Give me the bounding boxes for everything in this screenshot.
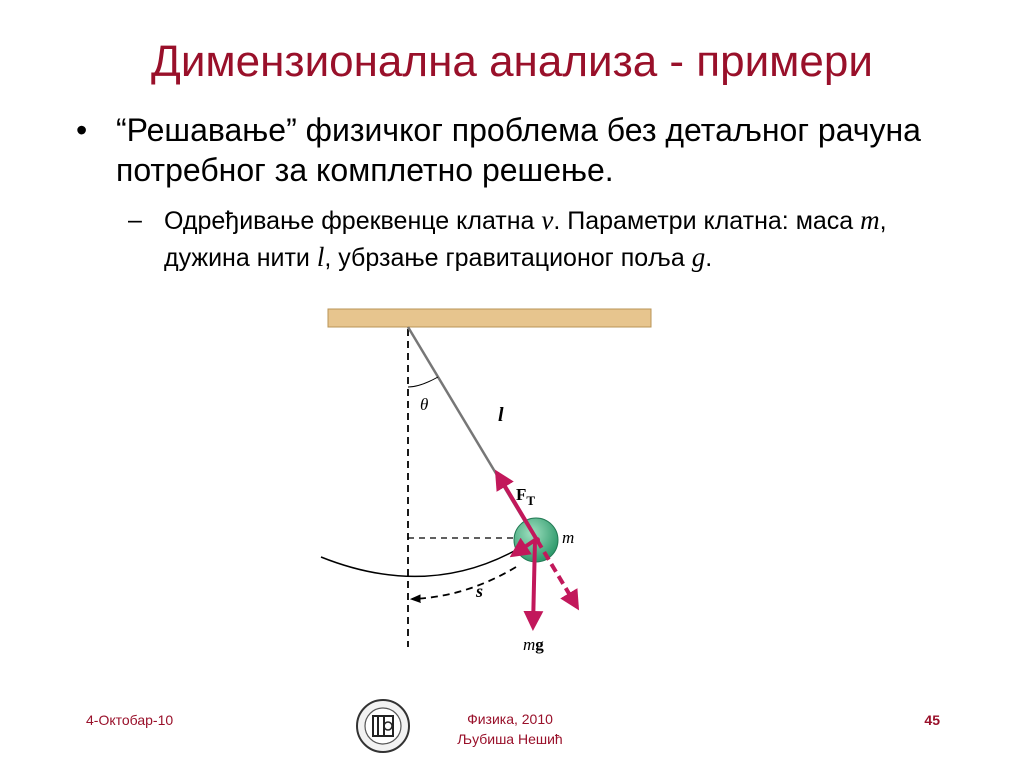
arc-displacement-arrow xyxy=(412,567,516,599)
sub-text-part5: . xyxy=(705,244,713,272)
mass-label: m xyxy=(562,528,575,547)
symbol-g: g xyxy=(691,242,706,272)
length-label: l xyxy=(498,404,504,426)
ceiling xyxy=(328,309,651,327)
sub-text-part3: , дужина нити xyxy=(164,207,887,272)
sub-text-part4: , убрзање гравитационог поља xyxy=(324,244,692,272)
footer-date: 4-Октобар-10 xyxy=(86,712,174,728)
university-seal-icon xyxy=(355,698,411,754)
bullet-marker: • xyxy=(76,112,88,148)
bullet-sub-text xyxy=(164,202,924,276)
footer-course-info xyxy=(420,709,600,749)
footer-course: Физика, 2010 xyxy=(467,711,553,727)
theta-arc xyxy=(408,377,438,387)
sub-text-part2: . Параметри клатна: маса xyxy=(553,207,861,235)
sub-text-part1: Одређивање фреквенце клатна xyxy=(164,207,542,235)
bullet-main-text: “Решавање” физичког проблема без детаљног рачуна потребног за комплетно решење. xyxy=(116,112,921,188)
gravity-vector xyxy=(533,540,535,627)
page-number: 45 xyxy=(924,712,940,728)
gravity-label: mg xyxy=(523,635,544,654)
symbol-l: l xyxy=(316,242,325,272)
pendulum-figure xyxy=(316,307,656,667)
symbol-nu: ν xyxy=(541,205,554,235)
sub-bullet-marker: – xyxy=(128,206,142,234)
slide-title: Димензионална анализа - примери xyxy=(151,37,873,86)
theta-label: θ xyxy=(420,395,429,414)
arc-length-label: s xyxy=(476,581,484,601)
tension-label: $F_T$ xyxy=(516,485,536,508)
symbol-m: m xyxy=(860,205,880,235)
footer-author: Љубиша Нешић xyxy=(457,731,563,747)
swing-arc xyxy=(321,550,516,576)
